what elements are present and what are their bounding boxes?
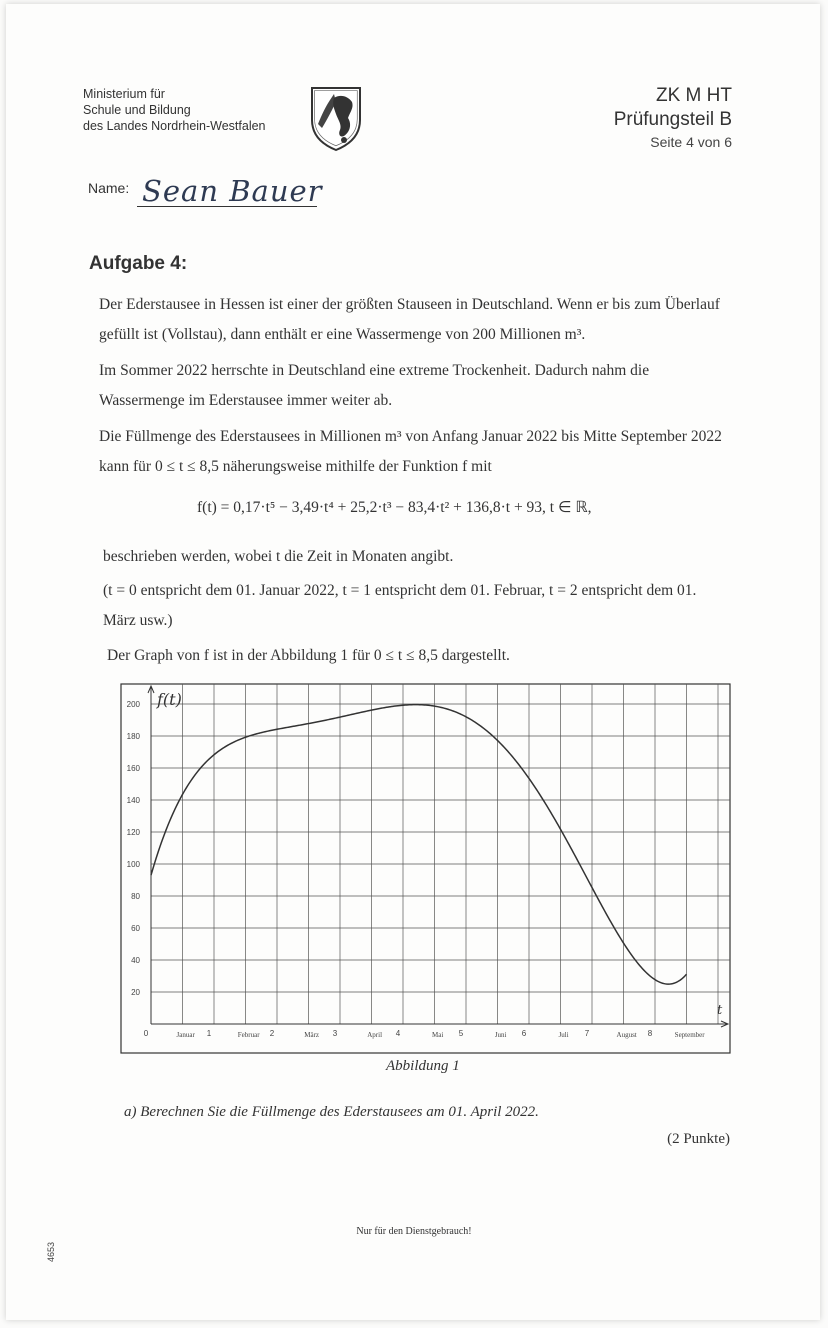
y-tick-label: 200 [126, 700, 140, 709]
x-tick-label: 3 [332, 1029, 338, 1038]
page-info: Seite 4 von 6 [650, 134, 732, 150]
paragraph-5: (t = 0 entspricht dem 01. Januar 2022, t = 1 entspricht dem 01. Februar, t = 2 entspricht dem 01. März usw.) [103, 582, 697, 629]
footer-note: Nur für den Dienstgebrauch! [356, 1226, 472, 1237]
x-month-label: März [304, 1031, 320, 1039]
function-graph [120, 683, 731, 1054]
x-tick-label: 8 [647, 1029, 653, 1038]
x-month-label: Februar [237, 1031, 260, 1039]
x-month-label: Juli [558, 1031, 569, 1039]
y-tick-label: 40 [131, 956, 140, 965]
handwritten-name: Sean Bauer [142, 174, 323, 208]
function-formula: f(t) = 0,17·t⁵ − 3,49·t⁴ + 25,2·t³ − 83,4·t² + 136,8·t + 93, t ∈ ℝ, [197, 499, 592, 516]
x-tick-label: 1 [206, 1029, 212, 1038]
y-tick-label: 20 [131, 988, 140, 997]
question-a [124, 1104, 539, 1121]
paragraph-1: Der Ederstausee in Hessen ist einer der größten Stauseen in Deutschland. Wenn er bis zum Überlauf gefüllt ist (Vollstau), dann enthält er eine Wassermenge von 200 Millionen m³. [99, 296, 720, 343]
ministry-line-3: des Landes Nordrhein-Westfalen [83, 119, 266, 133]
y-tick-label: 180 [126, 732, 140, 741]
x-month-label: Januar [176, 1031, 195, 1039]
x-tick-label: 5 [458, 1029, 464, 1038]
y-tick-label: 140 [126, 796, 140, 805]
x-tick-label: 6 [521, 1029, 527, 1038]
ministry-block [83, 86, 266, 134]
x-tick-label: 4 [395, 1029, 401, 1038]
figure-caption: Abbildung 1 [386, 1058, 460, 1074]
exam-code: ZK M HT [656, 85, 732, 106]
x-tick-label: 0 [143, 1029, 149, 1038]
chart-frame [121, 684, 730, 1053]
document-number: 4653 [46, 1241, 56, 1262]
paragraph-3: Die Füllmenge des Ederstausees in Millionen m³ von Anfang Januar 2022 bis Mitte September 2022 kann für 0 ≤ t ≤ 8,5 näherungsweise mithilfe der Funktion f mit [99, 428, 722, 475]
y-tick-label: 100 [126, 860, 140, 869]
x-month-label: August [616, 1031, 637, 1039]
task-title: Aufgabe 4: [89, 253, 188, 274]
ministry-line-1: Ministerium für [83, 87, 165, 101]
y-axis-label: f(t) [157, 690, 182, 709]
exam-header [614, 84, 732, 152]
x-month-label: Mai [432, 1031, 444, 1039]
points-label: (2 Punkte) [667, 1131, 730, 1147]
paragraph-4: beschrieben werden, wobei t die Zeit in Monaten angibt. [103, 548, 454, 565]
exam-part: Prüfungsteil B [613, 109, 732, 130]
y-tick-label: 160 [126, 764, 140, 773]
name-label: Name: [88, 180, 130, 196]
x-tick-label: 7 [584, 1029, 590, 1038]
question-a-text: a) Berechnen Sie die Füllmenge des Ederstausees am 01. April 2022. [124, 1104, 539, 1120]
x-month-label: September [674, 1031, 705, 1039]
paragraph-6: Der Graph von f ist in der Abbildung 1 für 0 ≤ t ≤ 8,5 dargestellt. [107, 647, 510, 664]
paragraph-2: Im Sommer 2022 herrschte in Deutschland eine extreme Trockenheit. Dadurch nahm die Wassermenge im Ederstausee immer weiter ab. [99, 362, 650, 409]
y-tick-label: 80 [131, 892, 140, 901]
ministry-line-2: Schule und Bildung [83, 103, 191, 117]
x-month-label: April [367, 1031, 383, 1039]
y-tick-label: 60 [131, 924, 140, 933]
nrw-crest-icon [308, 84, 364, 152]
y-tick-label: 120 [126, 828, 140, 837]
x-tick-label: 2 [269, 1029, 275, 1038]
x-month-label: Juni [494, 1031, 507, 1039]
x-axis-label: t [717, 1003, 723, 1018]
